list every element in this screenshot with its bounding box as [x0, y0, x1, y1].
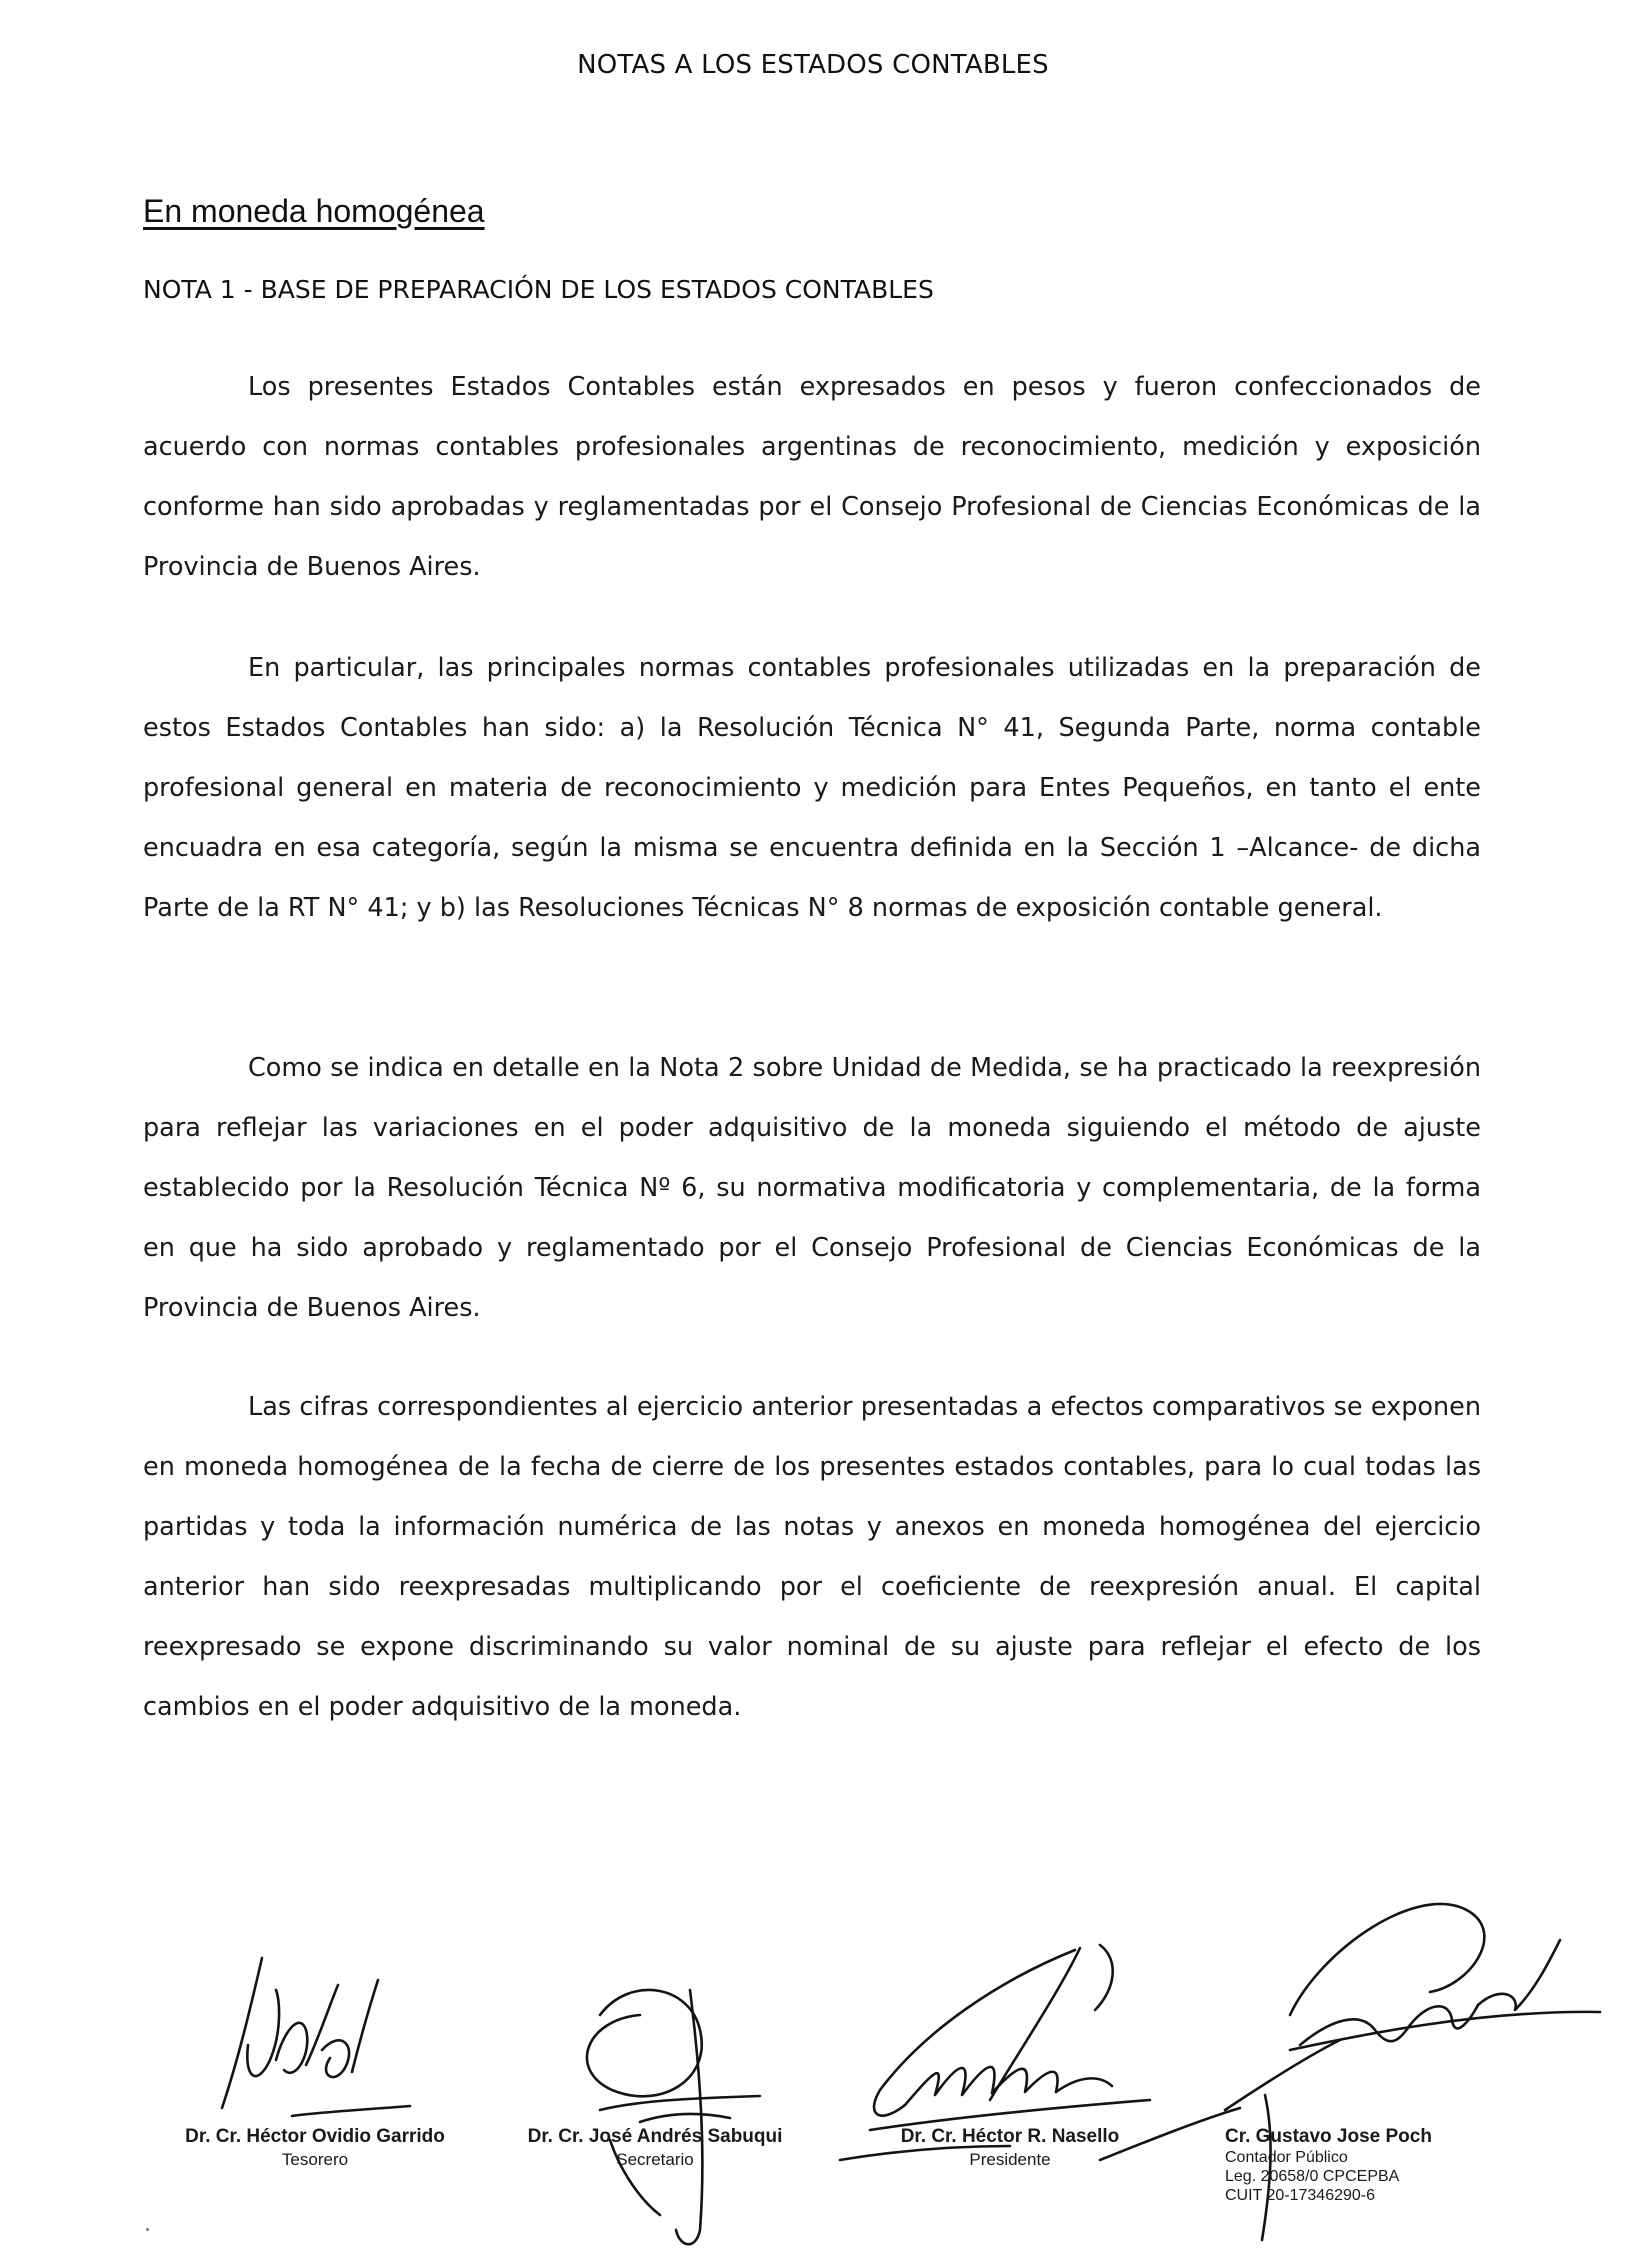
signature-block-treasurer — [170, 2126, 460, 2170]
signer-name: Dr. Cr. Héctor R. Nasello — [900, 2126, 1120, 2147]
paragraph-1: Los presentes Estados Contables están expresados en pesos y fueron confeccionados de acuerdo con normas contables profesionales argentinas de reconocimiento, medición y exposición conforme han sido aprobadas y reglamentadas por el Consejo Profesional de Ciencias Económicas de la Provincia de Buenos Aires. — [143, 372, 1481, 582]
signature-block-accountant — [1225, 2126, 1475, 2205]
paragraph-3: Como se indica en detalle en la Nota 2 sobre Unidad de Medida, se ha practicado la reexpresión para reflejar las variaciones en el poder adquisitivo de la moneda siguiendo el método de ajuste establecido por la Resolución Técnica Nº 6, su normativa modificatoria y complementaria, de la forma en que ha sido aprobado y reglamentado por el Consejo Profesional de Ciencias Económicas de la Provincia de Buenos Aires. — [143, 1053, 1481, 1323]
signer-registration: Leg. 20658/0 CPCEPBA — [1225, 2168, 1400, 2185]
signature-block-president — [880, 2126, 1140, 2170]
signer-role: Contador Público — [1225, 2149, 1348, 2166]
paragraph-4: Las cifras correspondientes al ejercicio anterior presentadas a efectos comparativos se exponen en moneda homogénea de la fecha de cierre de los presentes estados contables, para lo cual todas las partidas y toda la información numérica de las notas y anexos en moneda homogénea del ejercicio anterior han sido reexpresadas multiplicando por el coeficiente de reexpresión anual. El capital reexpresado se expone discriminando su valor nominal de su ajuste para reflejar el efecto de los cambios en el poder adquisitivo de la moneda. — [143, 1392, 1481, 1722]
signer-name: Dr. Cr. José Andrés Sabuqui — [527, 2126, 783, 2147]
signer-role: Presidente — [969, 2150, 1051, 2169]
note-heading: NOTA 1 - BASE DE PREPARACIÓN DE LOS ESTADOS CONTABLES — [143, 275, 934, 304]
signature-block-secretary — [505, 2126, 805, 2170]
signer-role: Secretario — [616, 2150, 694, 2169]
signature-scribble-2 — [587, 1990, 760, 2244]
signer-cuit: CUIT 20-17346290-6 — [1225, 2187, 1376, 2204]
document-title: NOTAS A LOS ESTADOS CONTABLES — [577, 50, 1049, 80]
section-heading: En moneda homogénea — [143, 193, 485, 229]
signer-name: Cr. Gustavo Jose Poch — [1225, 2126, 1432, 2147]
signer-role: Tesorero — [281, 2150, 349, 2169]
paragraph-2: En particular, las principales normas contables profesionales utilizadas en la preparación de estos Estados Contables han sido: a) la Resolución Técnica N° 41, Segunda Parte, norma contable profesional general en materia de reconocimiento y medición para Entes Pequeños, en tanto el ente encuadra en esa categoría, según la misma se encuentra definida en la Sección 1 –Alcance- de dicha Parte de la RT N° 41; y b) las Resoluciones Técnicas N° 8 normas de exposición contable general. — [143, 653, 1481, 923]
signer-name: Dr. Cr. Héctor Ovidio Garrido — [185, 2126, 445, 2147]
scan-speck — [146, 2228, 149, 2231]
signature-scribble-1 — [222, 1958, 410, 2116]
